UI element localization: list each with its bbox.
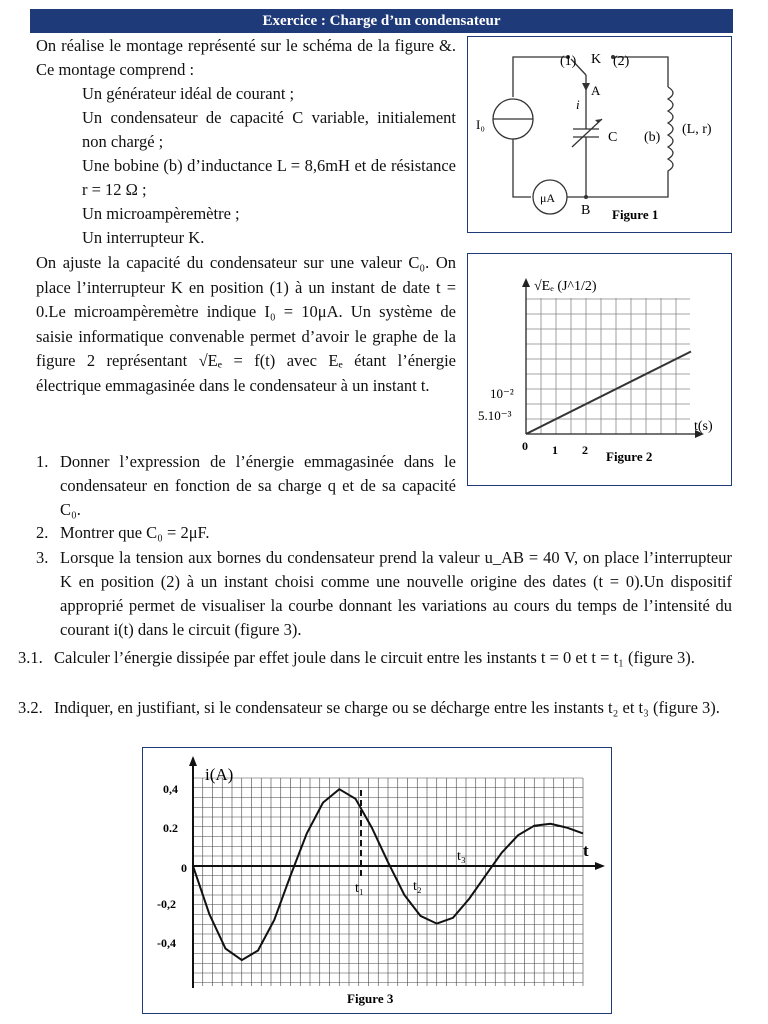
- question-number: 2.: [36, 523, 49, 542]
- question-3-1: [18, 646, 732, 670]
- label-pos2: (2): [613, 54, 630, 69]
- current-arrow-icon: [582, 83, 590, 91]
- item-coil: Une bobine (b) d’inductance L = 8,6mH et de résistance r = 12 Ω ;: [82, 156, 456, 199]
- x-tick-label: 0: [522, 439, 528, 453]
- marker-t2: t₂: [413, 879, 422, 894]
- y-tick-label: 10⁻²: [490, 386, 514, 401]
- question-2: [36, 521, 456, 545]
- question-number: 1.: [36, 452, 49, 471]
- y-tick-label: 0.2: [163, 821, 178, 835]
- figure-2: [467, 253, 732, 486]
- figure-2-caption: Figure 2: [606, 449, 653, 464]
- y-axis-arrow-icon: [522, 278, 530, 287]
- item-generator: Un générateur idéal de courant ;: [82, 84, 295, 103]
- intro-p1: On réalise le montage représenté sur le schéma de la figure &. Ce montage comprend :: [36, 36, 456, 79]
- y-tick-label: 0,4: [163, 782, 178, 796]
- y-axis-label: √Eₑ (J^1/2): [534, 279, 597, 294]
- exercise-title: Exercice : Charge d’un condensateur: [30, 9, 733, 33]
- y-axis-label: i(A): [205, 765, 234, 784]
- circuit-diagram: [468, 37, 731, 232]
- marker-t3: t₃: [457, 849, 466, 864]
- figure-2-chart: [468, 254, 731, 485]
- y-axis-arrow-icon: [189, 756, 197, 766]
- item-capacitor: Un condensateur de capacité C variable, initialement non chargé ;: [82, 108, 456, 151]
- item-microammeter: Un microampèremètre ;: [82, 204, 240, 223]
- intro-paragraph: [36, 34, 456, 250]
- label-A: A: [591, 83, 601, 98]
- question-text: Montrer que C₀ = 2μF.: [60, 523, 210, 542]
- figure-3-chart: [143, 748, 611, 1013]
- label-C: C: [608, 130, 618, 145]
- label-pos1: (1): [560, 54, 577, 69]
- y-tick-label: -0,4: [157, 936, 176, 950]
- figure-1: [467, 36, 732, 233]
- x-axis-label: t: [583, 841, 589, 860]
- label-i: i: [576, 97, 580, 112]
- x-axis-arrow-icon: [595, 862, 605, 870]
- item-switch: Un interrupteur K.: [82, 228, 205, 247]
- question-number: 3.1.: [18, 648, 43, 667]
- x-axis-label: t(s): [694, 419, 713, 434]
- figure-3: [142, 747, 612, 1014]
- label-K: K: [591, 52, 602, 67]
- question-number: 3.: [36, 548, 49, 567]
- question-3-2: [18, 696, 732, 720]
- question-text: Calculer l’énergie dissipée par effet joule dans le circuit entre les instants t = 0 et t = t₁ (figure 3).: [54, 648, 695, 667]
- y-tick-label: 5.10⁻³: [478, 408, 512, 423]
- y-tick-label: 0: [181, 861, 187, 875]
- coil-symbol: [668, 87, 673, 177]
- variable-arrow-icon: [595, 119, 602, 123]
- series-line: [526, 352, 691, 435]
- x-tick-label: 1: [552, 443, 558, 457]
- label-uA: μA: [540, 191, 556, 205]
- label-b: (b): [644, 130, 661, 145]
- label-B: B: [581, 203, 591, 218]
- label-I0: I₀: [476, 117, 485, 132]
- question-number: 3.2.: [18, 698, 43, 717]
- marker-t1: t₁: [355, 881, 364, 896]
- figure-1-caption: Figure 1: [612, 207, 659, 222]
- y-tick-label: -0,2: [157, 897, 176, 911]
- question-text: Lorsque la tension aux bornes du condensateur prend la valeur u_AB = 40 V, on place l’interrupteur K en position (2) à un instant choisi comme une nouvelle origine des dates (t = 0).Un dispositif approprié permet de visualiser la courbe donnant les variations au cours du temps de l’intensité du courant i(t) dans le circuit (figure 3).: [60, 548, 732, 639]
- question-1: [36, 450, 456, 522]
- intro-p2: On ajuste la capacité du condensateur sur une valeur C₀. On place l’interrupteur K en position (1) à un instant de date t = 0.Le microampèremètre indique I₀ = 10μA. Un système de saisie informatique convenable permet d’avoir le graphe de la figure 2 représentant √Eₑ = f(t) avec Eₑ étant l’énergie électrique emmagasinée dans le condensateur à un instant t.: [36, 253, 456, 395]
- x-tick-label: 2: [582, 443, 588, 457]
- figure-3-caption: Figure 3: [347, 991, 394, 1006]
- question-text: Donner l’expression de l’énergie emmagasinée dans le condensateur en fonction de sa charge q et de sa capacité C₀.: [60, 452, 456, 519]
- question-text: Indiquer, en justifiant, si le condensateur se charge ou se décharge entre les instants t₂ et t₃ (figure 3).: [54, 698, 720, 717]
- label-Lr: (L, r): [682, 122, 712, 137]
- question-3: [36, 546, 732, 642]
